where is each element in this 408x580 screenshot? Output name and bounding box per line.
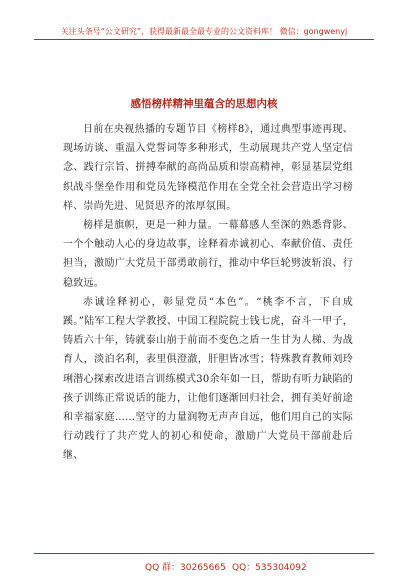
document-title: 感悟榜样精神里蕴含的思想内核 xyxy=(130,98,278,110)
document-body xyxy=(63,120,353,466)
footer-qq: QQ：535304092 xyxy=(232,563,307,573)
footer-rule xyxy=(34,553,374,554)
header-rule xyxy=(34,39,374,40)
paragraph: 日前在央视热播的专题节目《榜样8》，通过典型事迹再现、现场访谈、重温入党誓词等多种形式，生动展现共产党人坚定信念、践行宗旨、拼搏奉献的高尚品质和崇高精神，彰显基层党组织战斗堡垒作用和党员先锋模范作用在全党全社会营造出学习榜样、崇尚先进、见贤思齐的浓厚氛围。 xyxy=(63,124,353,212)
footer-qq-group: QQ 群：30265665 xyxy=(145,563,226,573)
page-header: 关注头条号“公文研究”，获得最新最全最专业的公文资料库！ 微信：gongwenyj xyxy=(60,27,348,36)
paragraph: 榜样是旗帜，更是一种力量。一幕幕感人至深的熟悉背影、一个个触动人心的身边故事，诠释着赤诚初心、奉献价值、责任担当，激励广大党员干部勇敢前行，推动中华巨轮劈波斩浪、行稳致远。 xyxy=(63,220,353,289)
paragraph: 赤诚诠释初心，彰显党员“本色”。“桃李不言，下自成蹊。”陆军工程大学教授、中国工程院院士钱七虎，奋斗一甲子，铸盾六十年，铸就泰山崩于前而不变色之盾一生甘为人梯、为战育人，淡泊名利，表里俱澄澈，肝胆皆冰雪；特殊教育教师刘玲琍潜心探索改进语言训练模式30余年如一日，帮助有听力缺陷的孩子训练正常说话的能力，让他们逐渐回归社会，拥有美好前途和幸福家庭……坚守的力量润物无声声自远，他们用自己的实际行动践行了共产党人的初心和使命，激励广大党员干部前赴后继、 xyxy=(63,296,353,462)
